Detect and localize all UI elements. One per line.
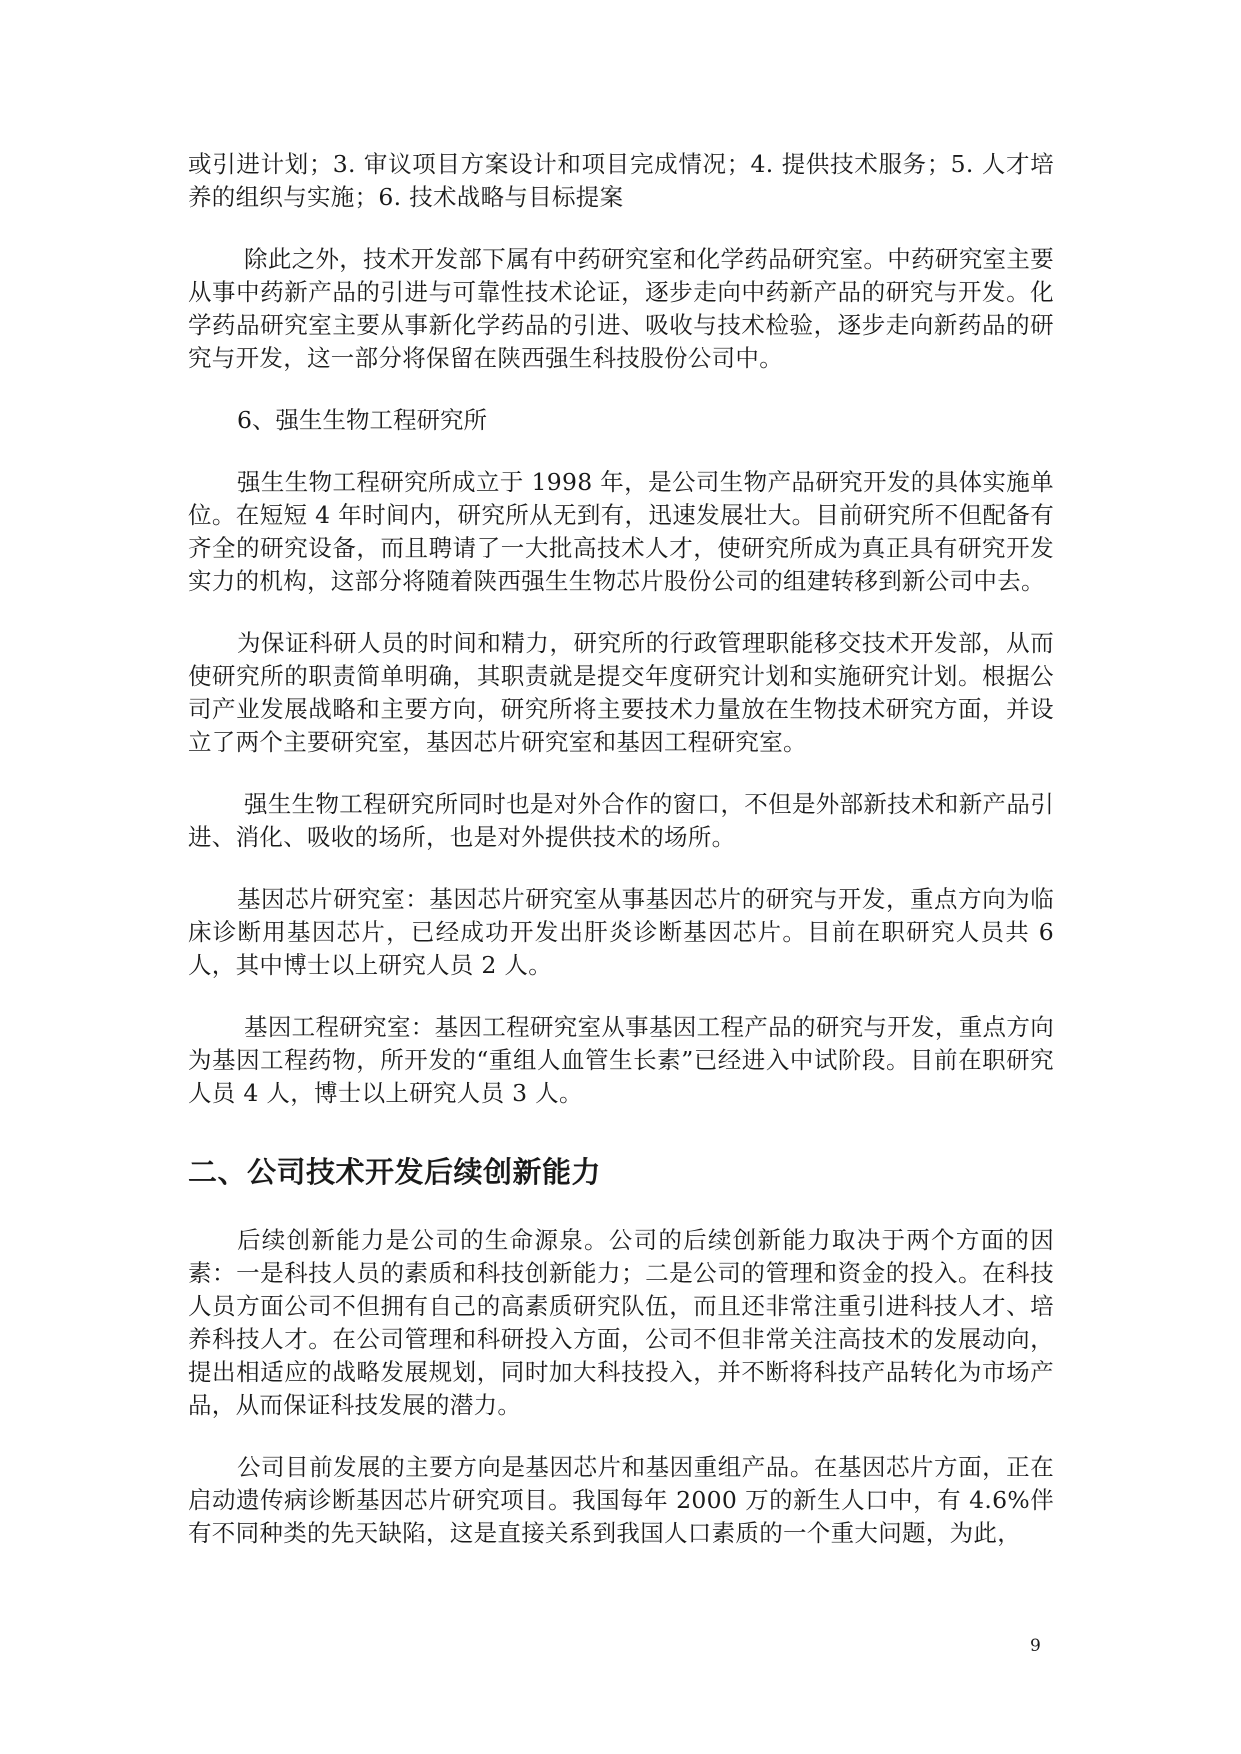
page-content (188, 148, 1054, 1579)
subheading-bioengineering-institute: 6、强生生物工程研究所 (237, 406, 487, 434)
paragraph-research-labs: 除此之外，技术开发部下属有中药研究室和化学药品研究室。中药研究室主要从事中药新产品的引进与可靠性技术论证，逐步走向中药新产品的研究与开发。化学药品研究室主要从事新化学药品的引进、吸收与技术检验，逐步走向新药品的研究与开发，这一部分将保留在陕西强生科技股份公司中。 (188, 245, 1054, 372)
paragraph-gene-chip-lab: 基因芯片研究室：基因芯片研究室从事基因芯片的研究与开发，重点方向为临床诊断用基因芯片，已经成功开发出肝炎诊断基因芯片。目前在职研究人员共 6 人，其中博士以上研究人员 2 人。 (188, 885, 1054, 979)
paragraph-genetic-engineering-lab: 基因工程研究室：基因工程研究室从事基因工程产品的研究与开发，重点方向为基因工程药物，所开发的“重组人血管生长素”已经进入中试阶段。目前在职研究人员 4 人，博士以上研究人员 3 人。 (188, 1013, 1054, 1107)
paragraph-institute-founding: 强生生物工程研究所成立于 1998 年，是公司生物产品研究开发的具体实施单位。在短短 4 年时间内，研究所从无到有，迅速发展壮大。目前研究所不但配备有齐全的研究设备，而且聘请了一大批高技术人才，使研究所成为真正具有研究开发实力的机构，这部分将随着陕西强生生物芯片股份公司的组建转移到新公司中去。 (188, 468, 1054, 595)
paragraph-tech-dept-duties-continued: 或引进计划；3. 审议项目方案设计和项目完成情况；4. 提供技术服务；5. 人才培养的组织与实施；6. 技术战略与目标提案 (188, 150, 1054, 211)
page-number: 9 (1030, 1636, 1041, 1656)
paragraph-institute-responsibilities: 为保证科研人员的时间和精力，研究所的行政管理职能移交技术开发部，从而使研究所的职责简单明确，其职责就是提交年度研究计划和实施研究计划。根据公司产业发展战略和主要方向，研究所将主要技术力量放在生物技术研究方面，并设立了两个主要研究室，基因芯片研究室和基因工程研究室。 (188, 629, 1054, 756)
section-heading-innovation-capability: 二、公司技术开发后续创新能力 (188, 1155, 602, 1189)
paragraph-development-direction: 公司目前发展的主要方向是基因芯片和基因重组产品。在基因芯片方面，正在启动遗传病诊断基因芯片研究项目。我国每年 2000 万的新生人口中，有 4.6%伴有不同种类的先天缺陷，这是直接关系到我国人口素质的一个重大问题，为此， (188, 1453, 1054, 1547)
paragraph-cooperation-window: 强生生物工程研究所同时也是对外合作的窗口，不但是外部新技术和新产品引进、消化、吸收的场所，也是对外提供技术的场所。 (188, 790, 1054, 851)
paragraph-innovation-source: 后续创新能力是公司的生命源泉。公司的后续创新能力取决于两个方面的因素：一是科技人员的素质和科技创新能力；二是公司的管理和资金的投入。在科技人员方面公司不但拥有自己的高素质研究队伍，而且还非常注重引进科技人才、培养科技人才。在公司管理和科研投入方面，公司不但非常关注高技术的发展动向，提出相适应的战略发展规划，同时加大科技投入，并不断将科技产品转化为市场产品，从而保证科技发展的潜力。 (188, 1226, 1054, 1419)
